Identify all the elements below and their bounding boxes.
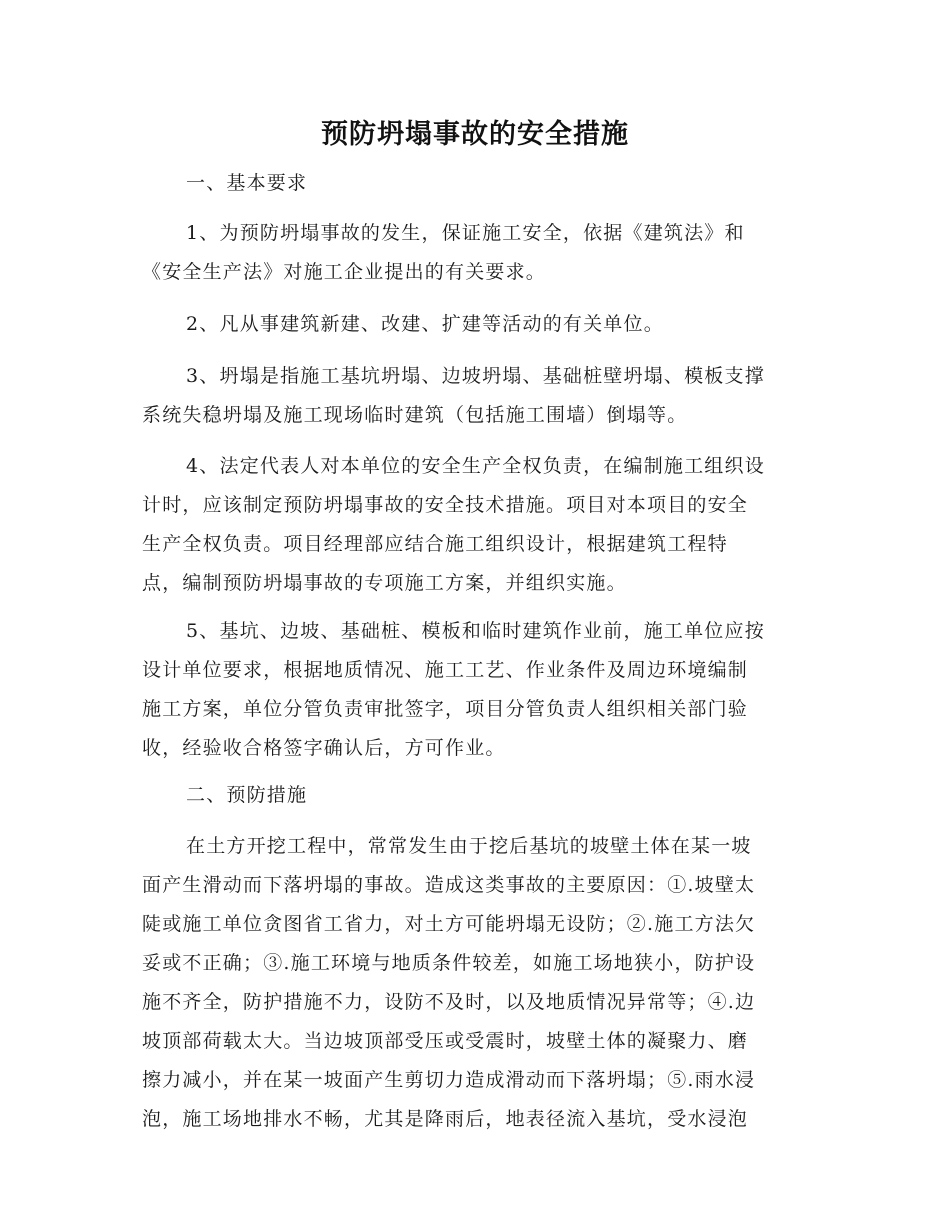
paragraph-line: 1、为预防坍塌事故的发生，保证施工安全，依据《建筑法》和	[186, 222, 745, 244]
section-heading-preventive-measures	[142, 776, 810, 815]
paragraph-line: 5、基坑、边坡、基础桩、模板和临时建筑作业前，施工单位应按	[186, 620, 765, 642]
paragraph-3	[142, 357, 810, 435]
section-heading-text: 二、预防措施	[186, 784, 308, 806]
paragraph-line: 生产全权负责。项目经理部应结合施工组织设计，根据建筑工程特	[142, 533, 728, 555]
paragraph-line: 在土方开挖工程中，常常发生由于挖后基坑的坡壁土体在某一坡	[186, 835, 752, 857]
section-heading-basic-requirements	[142, 164, 810, 203]
paragraph-line: 面产生滑动而下落坍塌的事故。造成这类事故的主要原因：①.坡壁太	[142, 874, 756, 896]
paragraph-line: 系统失稳坍塌及施工现场临时建筑（包括施工围墙）倒塌等。	[142, 404, 688, 426]
paragraph-2	[142, 305, 810, 344]
paragraph-line: 收，经验收合格签字确认后，方可作业。	[142, 737, 506, 759]
paragraph-line: 3、坍塌是指施工基坑坍塌、边坡坍塌、基础桩壁坍塌、模板支撑	[186, 365, 765, 387]
document-title: 预防坍塌事故的安全措施	[321, 119, 629, 150]
paragraph-line: 妥或不正确；③.施工环境与地质条件较差，如施工场地狭小，防护设	[142, 952, 756, 974]
paragraph-line: 陡或施工单位贪图省工省力，对土方可能坍塌无设防；②.施工方法欠	[142, 913, 756, 935]
paragraph-1	[142, 214, 810, 292]
paragraph-line: 坡顶部荷载太大。当边坡顶部受压或受震时，坡壁土体的凝聚力、磨	[142, 1030, 749, 1052]
paragraph-line: 泡，施工场地排水不畅，尤其是降雨后，地表径流入基坑，受水浸泡	[142, 1108, 749, 1130]
paragraph-6	[142, 827, 810, 1139]
paragraph-line: 点，编制预防坍塌事故的专项施工方案，并组织实施。	[142, 572, 627, 594]
paragraph-line: 设计单位要求，根据地质情况、施工工艺、作业条件及周边环境编制	[142, 659, 749, 681]
paragraph-line: 2、凡从事建筑新建、改建、扩建等活动的有关单位。	[186, 313, 664, 335]
paragraph-line: 施工方案，单位分管负责审批签字，项目分管负责人组织相关部门验	[142, 698, 749, 720]
paragraph-4	[142, 447, 810, 603]
paragraph-line: 擦力减小，并在某一坡面产生剪切力造成滑动而下落坍塌；⑤.雨水浸	[142, 1069, 756, 1091]
paragraph-line: 施不齐全，防护措施不力，设防不及时，以及地质情况异常等；④.边	[142, 991, 756, 1013]
section-heading-text: 一、基本要求	[186, 172, 308, 194]
paragraph-5	[142, 612, 810, 768]
paragraph-line: 4、法定代表人对本单位的安全生产全权负责，在编制施工组织设	[186, 455, 765, 477]
paragraph-line: 《安全生产法》对施工企业提出的有关要求。	[142, 261, 547, 283]
paragraph-line: 计时，应该制定预防坍塌事故的安全技术措施。项目对本项目的安全	[142, 494, 749, 516]
